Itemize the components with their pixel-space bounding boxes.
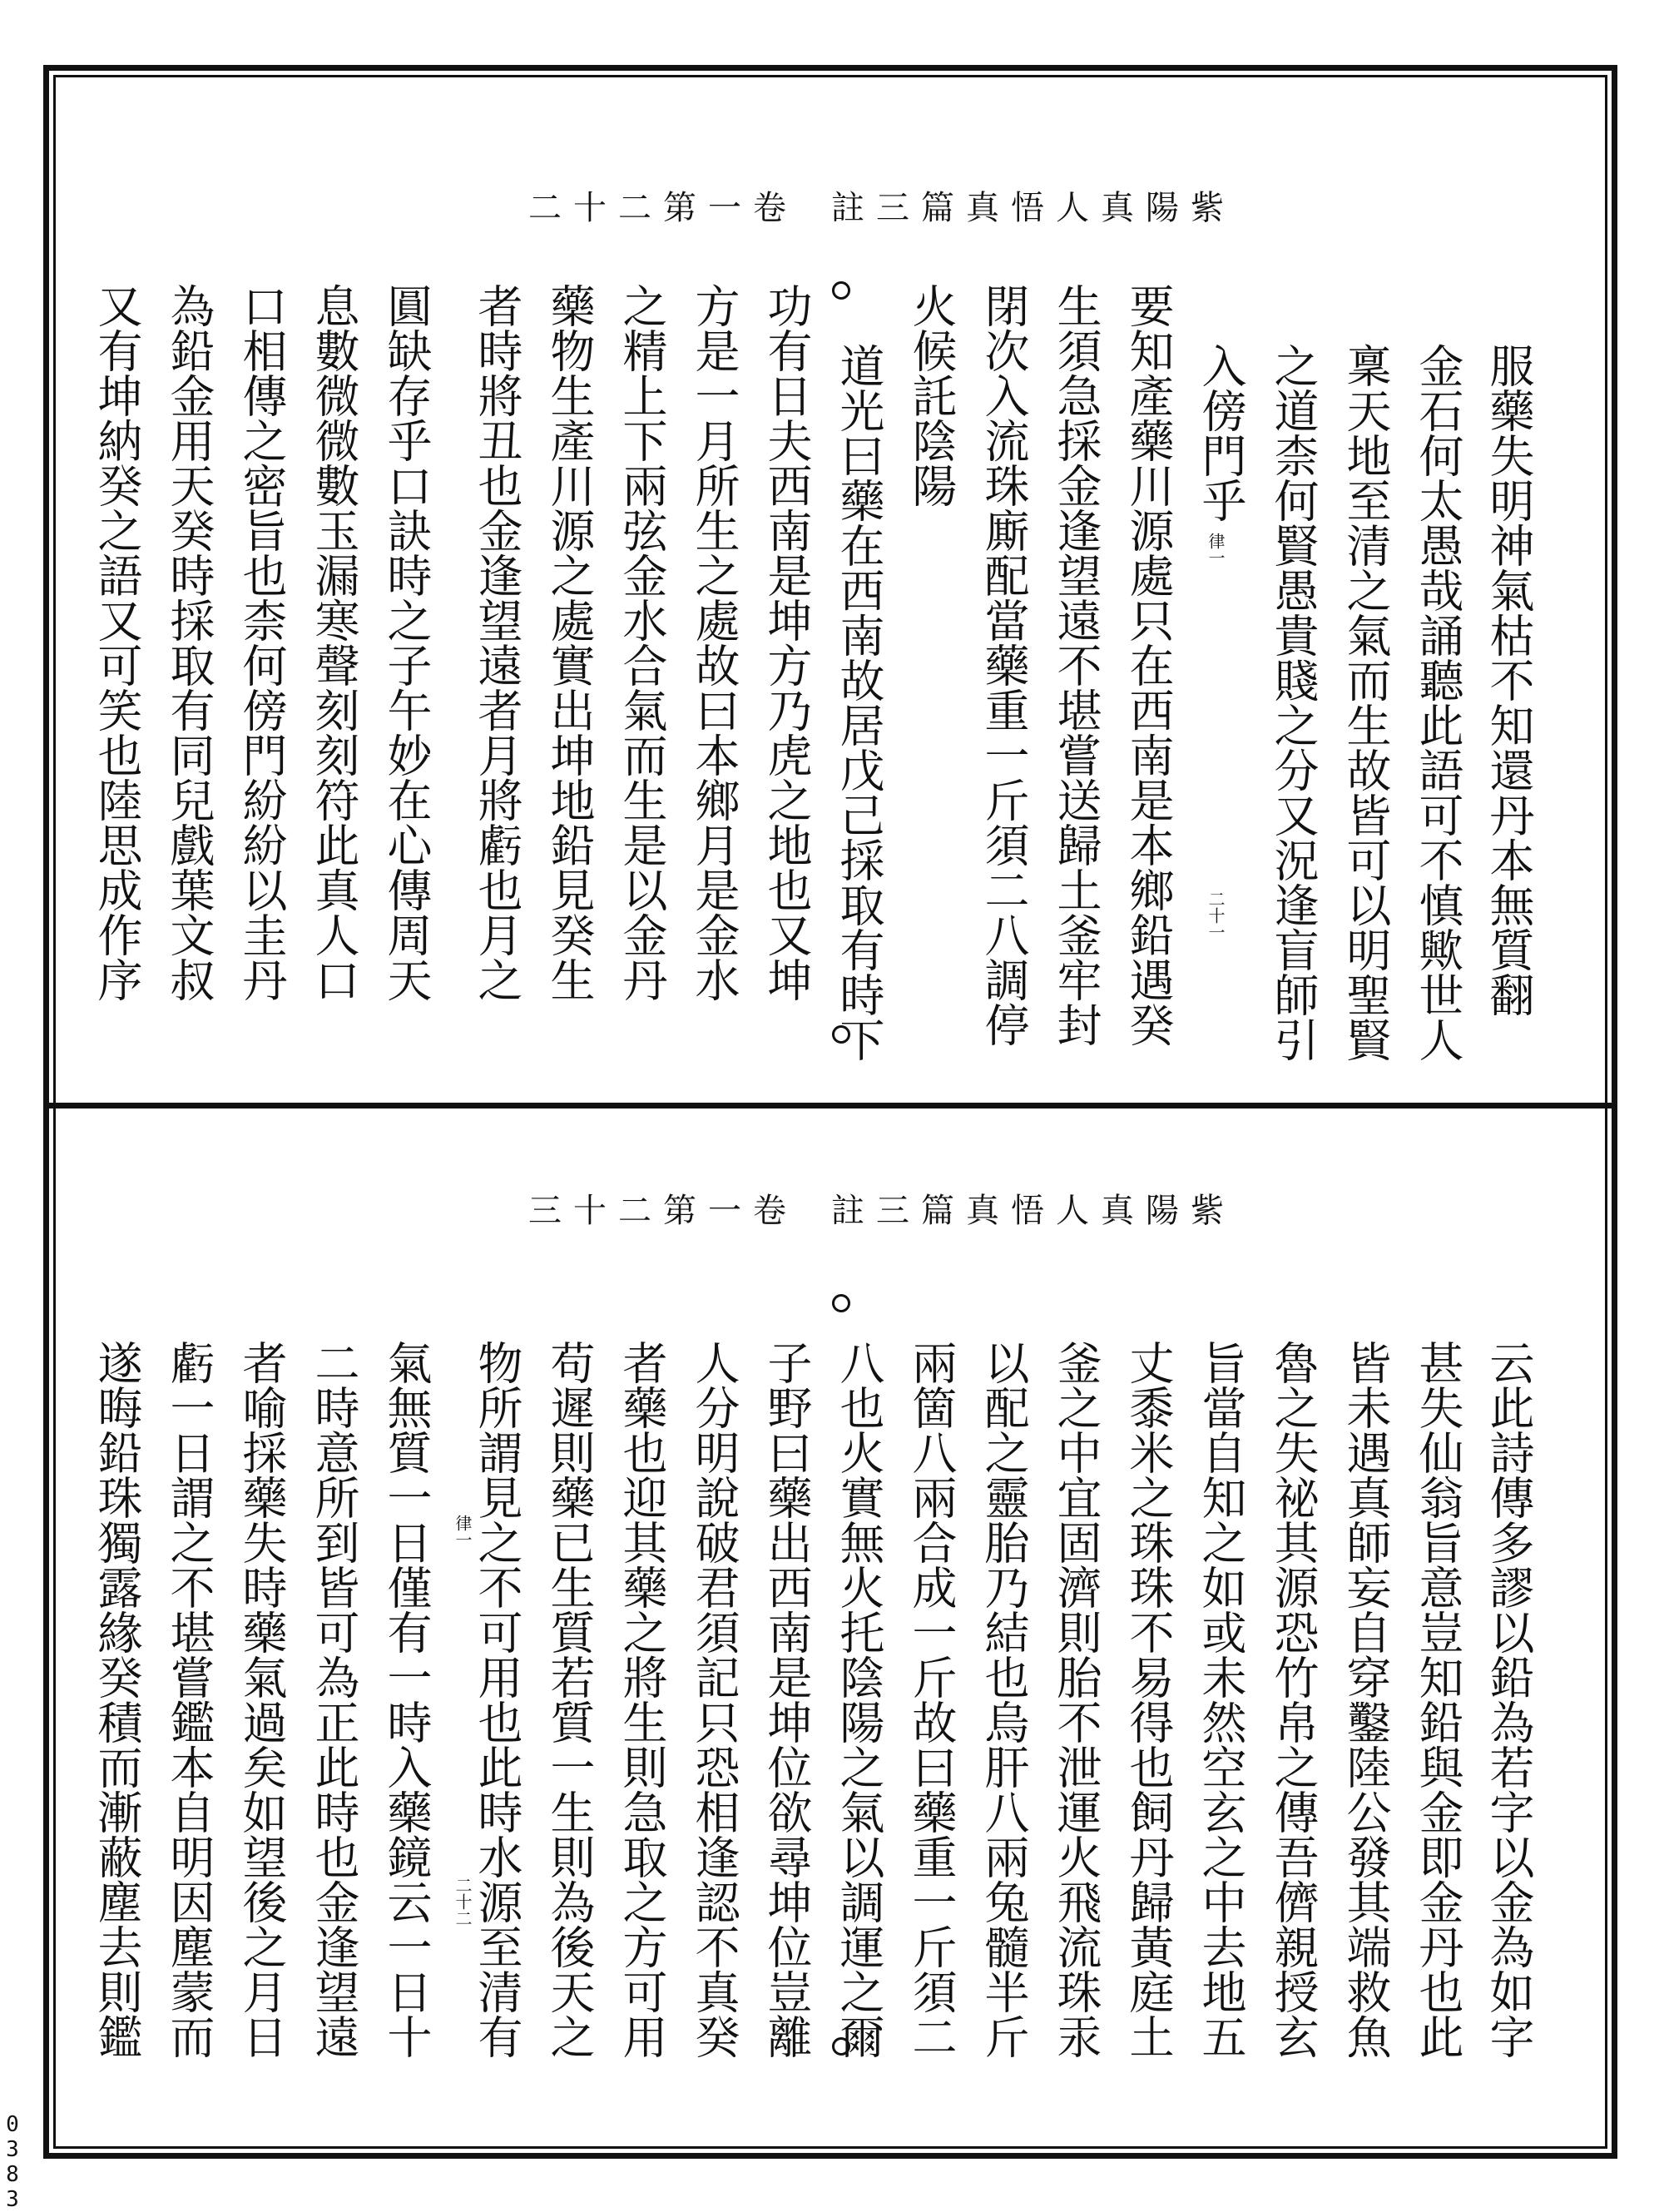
page-number: 0383: [0, 2112, 25, 2212]
text-column: 金石何太愚哉誦聽此語可不慎歟世人: [1412, 343, 1464, 1062]
top-running-header: 紫陽真人悟真篇三註卷一第二十二: [528, 189, 1236, 227]
text-column: 生須急採金逢望遠不堪嘗送歸土釜牢封: [1050, 283, 1102, 1047]
text-column: 者喻採藥失時藥氣過矣如望後之月日: [235, 1340, 288, 2059]
text-column: 子野曰藥出西南是坤位欲尋坤位豈離: [760, 1340, 813, 2059]
text-column: 遂晦鉛珠獨露緣癸積而漸蔽塵去則鑑: [91, 1340, 143, 2059]
punctuation-circle: [832, 2037, 850, 2056]
text-column: 以配之靈胎乃結也烏肝八兩兔髓半斤: [978, 1340, 1030, 2059]
text-column: 服藥失明神氣枯不知還丹本無質翻: [1483, 343, 1535, 1017]
text-column: 者藥也迎其藥之將生則急取之方可用: [616, 1340, 668, 2059]
text-column: 口相傳之密旨也柰何傍門紛紛以圭丹: [235, 283, 288, 1002]
text-column: 氣無質一日僅有一時入藥鏡云一日十: [380, 1340, 433, 2059]
text-column: 魯之失祕其源恐竹帛之傳吾儕親授玄: [1267, 1340, 1320, 2059]
verse-number: 二十二: [453, 1877, 473, 1927]
bottom-running-header: 紫陽真人悟真篇三註卷一第二十三: [528, 1192, 1236, 1230]
text-column: 道光曰藥在西南故居戊己採取有時下: [833, 343, 885, 1062]
text-column: 為鉛金用天癸時採取有同兒戲葉文叔: [163, 283, 215, 1002]
text-column: 功有日夫西南是坤方乃虎之地也又坤: [760, 283, 813, 1002]
text-column: 要知產藥川源處只在西南是本鄉鉛遇癸: [1122, 283, 1175, 1047]
text-column: 八也火實無火托陰陽之氣以調運之爾: [833, 1340, 885, 2059]
text-column: 閉次入流珠廝配當藥重一斤須二八調停: [978, 283, 1030, 1047]
punctuation-circle: [832, 1025, 850, 1044]
text-column: 釜之中宜固濟則胎不泄運火飛流珠汞: [1050, 1340, 1102, 2059]
text-column: 圓缺存乎口訣時之子午妙在心傳周天: [380, 283, 433, 1002]
text-column: 之精上下兩弦金水合氣而生是以金丹: [616, 283, 668, 1002]
verse-number: 二十一: [1206, 890, 1226, 940]
verse-marker: 律一: [453, 1515, 473, 1548]
text-column: 旨當自知之如或未然空玄之中去地五: [1195, 1340, 1247, 2059]
text-column: 苟遲則藥已生質若質一生則為後天之: [543, 1340, 596, 2059]
text-column: 甚失仙翁旨意豈知鉛與金即金丹也此: [1412, 1340, 1464, 2059]
text-column: 方是一月所生之處故曰本鄉月是金水: [688, 283, 740, 1002]
text-column: 藥物生產川源之處實出坤地鉛見癸生: [543, 283, 596, 1002]
text-column: 之道柰何賢愚貴賤之分又況逢盲師引: [1267, 343, 1320, 1062]
punctuation-circle: [832, 1294, 850, 1312]
page-divider: [43, 1103, 1617, 1108]
text-column: 者時將丑也金逢望遠者月將虧也月之: [471, 283, 523, 1002]
text-column: 虧一日謂之不堪嘗鑑本自明因塵蒙而: [163, 1340, 215, 2059]
text-column: 二時意所到皆可為正此時也金逢望遠: [308, 1340, 360, 2059]
verse-marker: 律一: [1206, 533, 1226, 566]
text-column: 入傍門乎: [1195, 343, 1247, 523]
text-column: 火候託陰陽: [905, 283, 958, 508]
punctuation-circle: [832, 281, 850, 300]
text-column: 息數微微數玉漏寒聲刻刻符此真人口: [308, 283, 360, 1002]
text-column: 云此詩傳多謬以鉛為若字以金為如字: [1483, 1340, 1535, 2059]
text-column: 兩箇八兩合成一斤故曰藥重一斤須二: [905, 1340, 958, 2059]
text-column: 又有坤納癸之語又可笑也陸思成作序: [91, 283, 143, 1002]
text-column: 皆未遇真師妄自穿鑿陸公發其端救魚: [1340, 1340, 1392, 2059]
text-column: 物所謂見之不可用也此時水源至清有: [471, 1340, 523, 2059]
text-column: 丈黍米之珠珠不易得也飼丹歸黃庭土: [1122, 1340, 1175, 2059]
text-column: 人分明說破君須記只恐相逢認不真癸: [688, 1340, 740, 2059]
text-column: 稟天地至清之氣而生故皆可以明聖賢: [1340, 343, 1392, 1062]
